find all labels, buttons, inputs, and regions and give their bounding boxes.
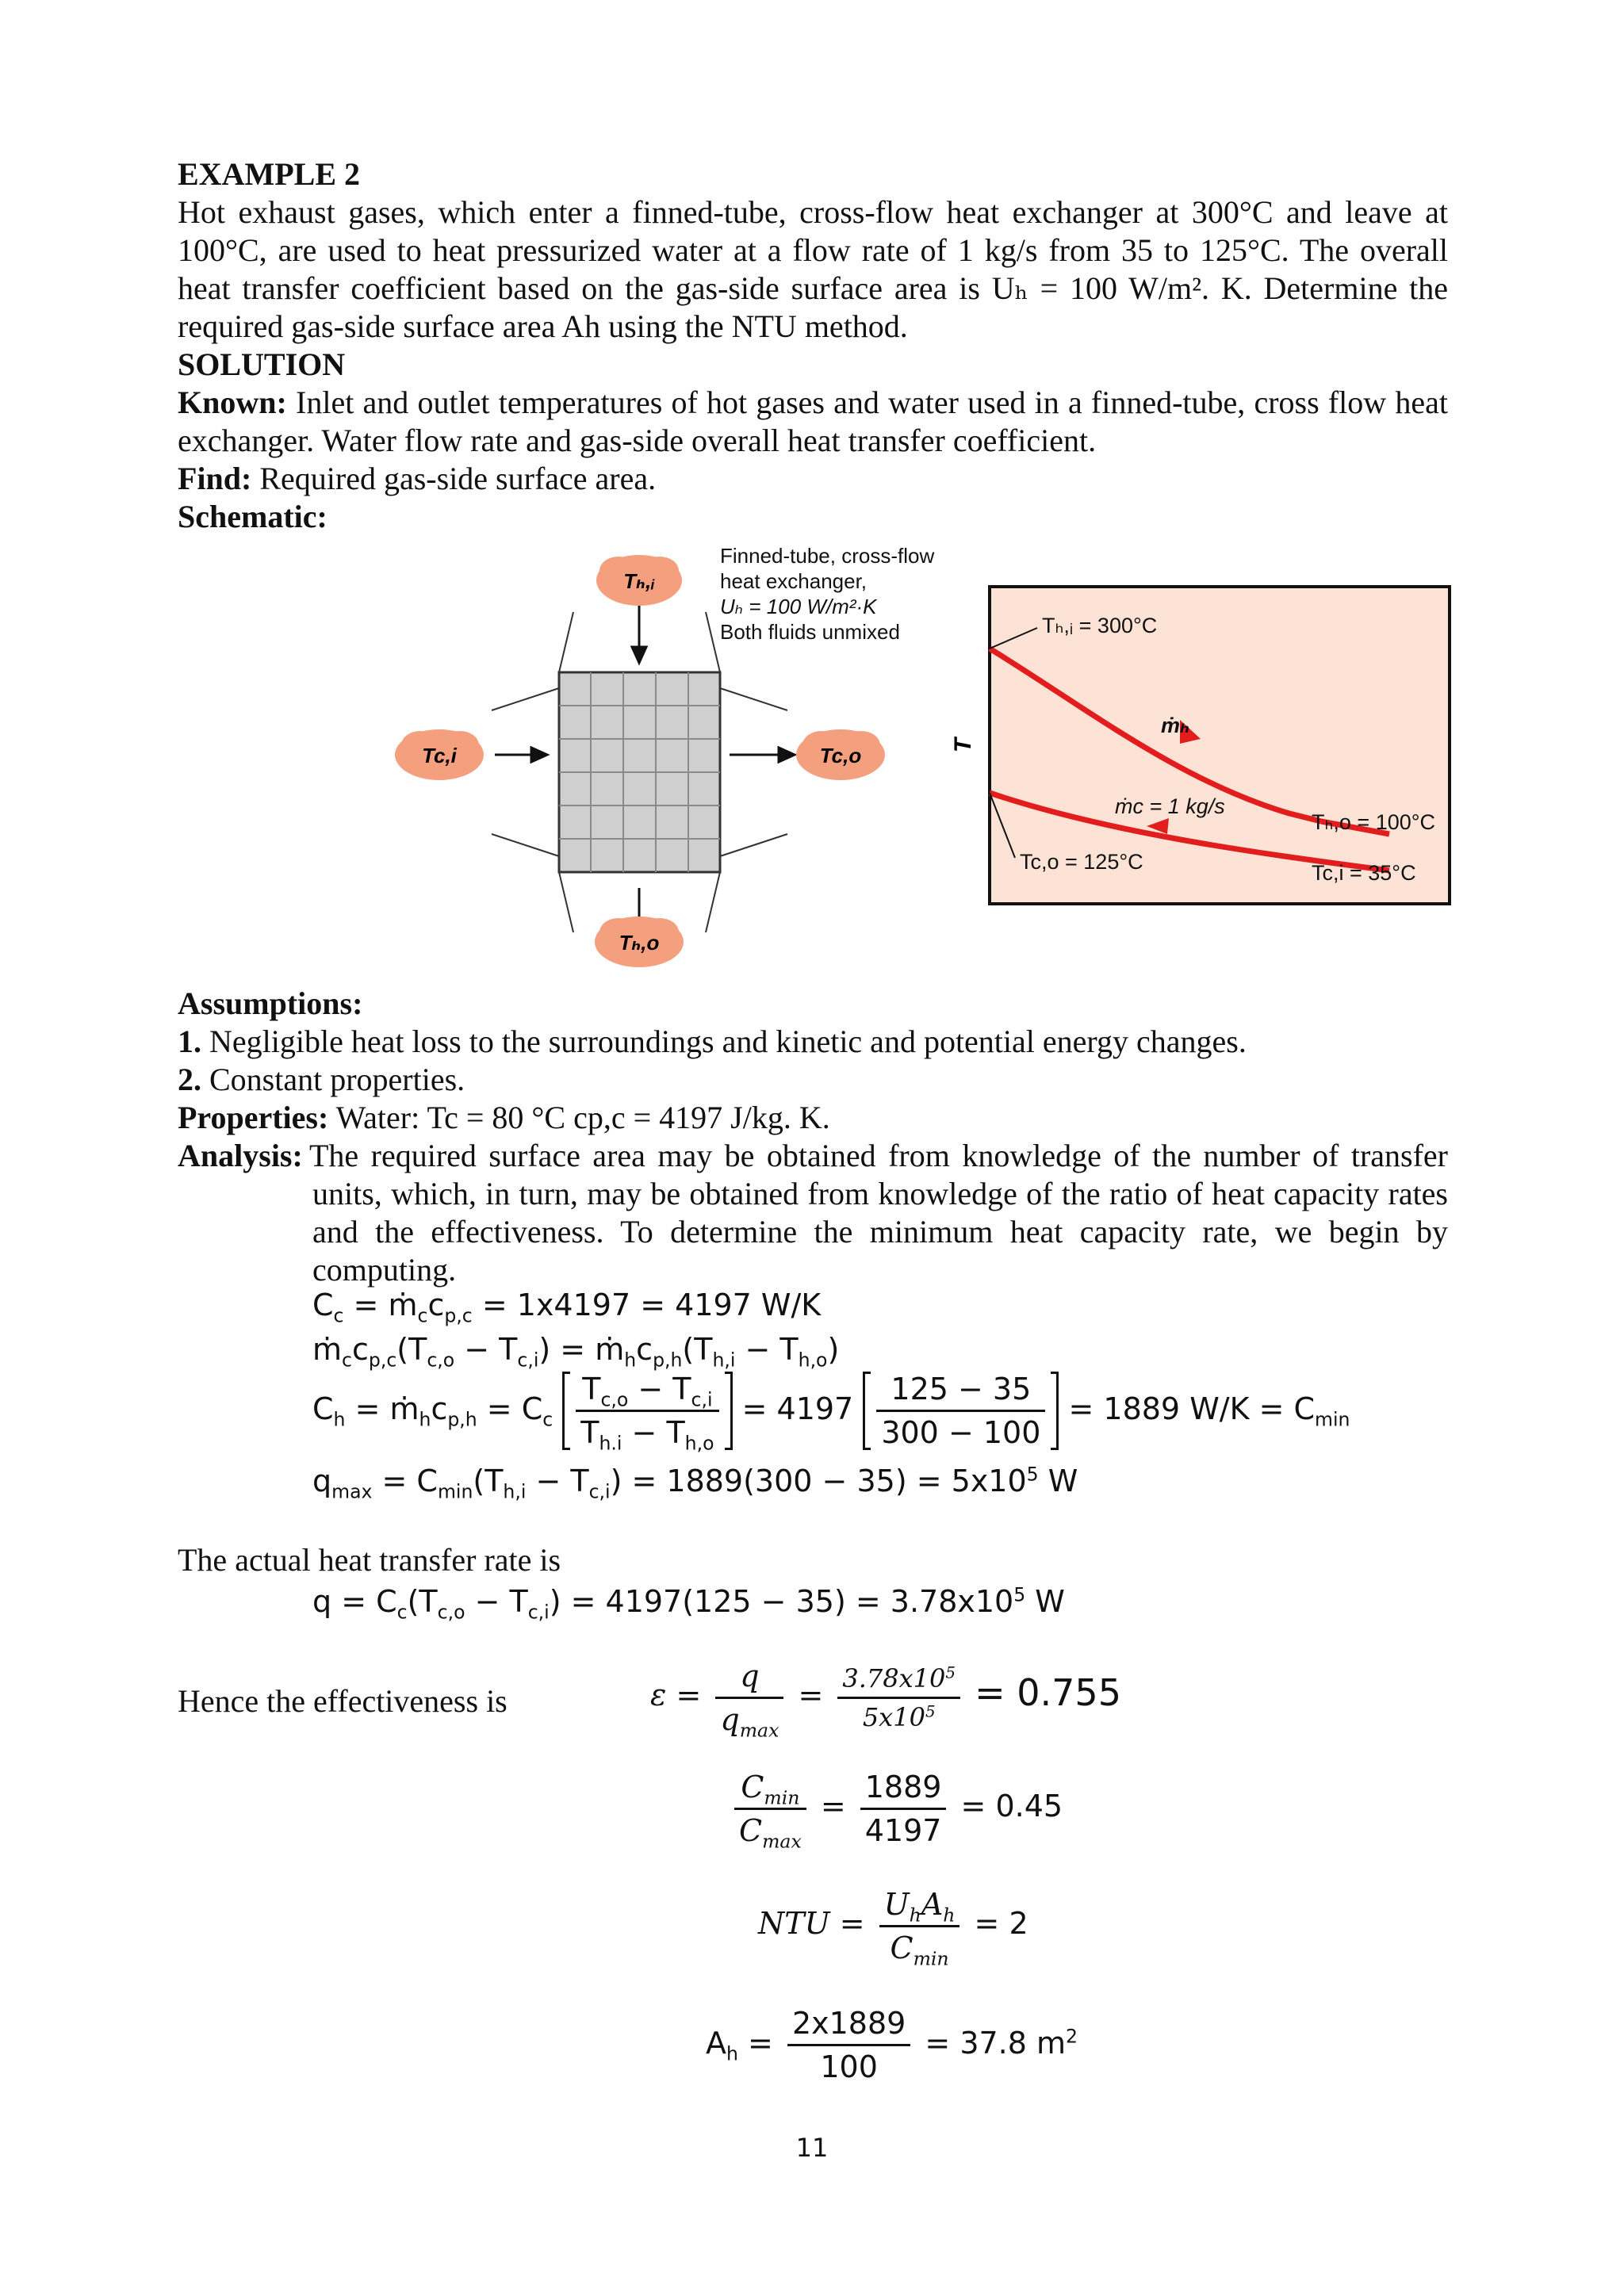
find-label: Find: [178,461,252,496]
equation-ch-result: = 4197 [741,1391,854,1426]
equation-ch-tail: = 1889 W/K = C [1068,1391,1316,1426]
assumption-1 [178,1023,1448,1061]
cloud-th-out-label: Tₕ,o [619,931,660,955]
equation-ch: $C_h$ = $ṁ_hc_{p,h} = C_c$ $\frac{T_{c,o} - T_{c,i}}{T_{h.i} - T_{h,o}}$ = 4197 $\frac{125 - 35}{300 - 100}$ = 1889 $W/K = C_{min}$ [312,1372,1350,1455]
assumption-2-number: 2. [178,1062,201,1097]
equation-q: $q = C_c(T_{c,o} - T_{c,i}) = 4197(125 - 35) = 3.78x10^5$ W [312,1583,1065,1624]
cloud-tc-in-label: Tc,i [422,744,457,767]
tc-in-label: Tc,i = 35°C [1312,861,1416,885]
th-in-label: Tₕ,ᵢ = 300°C [1042,614,1158,637]
analysis-label: Analysis: [178,1138,303,1173]
assumption-2-text: Constant properties. [201,1062,465,1097]
equation-qmax-value: = 1889(300 − 35) = 5x10 [631,1464,1027,1498]
mdot-c-label: ṁc = 1 kg/s [1115,794,1225,818]
plot-axis-label: T [950,737,976,753]
equation-ah-value: = 37.8 m [925,2026,1067,2061]
assumptions-heading: Assumptions: [178,985,363,1021]
hx-caption-line-4: Both fluids unmixed [720,620,900,644]
known-text: Inlet and outlet temperatures of hot gases and water used in a finned-tube, cross flow heat exchanger. Water flow rate and gas-side overall heat transfer coefficient. [178,385,1448,458]
equation-cr-denominator: 4197 [864,1813,942,1848]
example-title: EXAMPLE 2 [178,156,360,192]
properties-text: Water: Tc = 80 °C cp,c = 4197 J/kg. K. [328,1100,830,1135]
equation-ch-denominator: 300 − 100 [881,1415,1041,1450]
cloud-th-out [595,916,684,967]
analysis-text: The required surface area may be obtained from knowledge of the number of transfer units, which, in turn, may be obtained from knowledge of the ratio of heat capacity rates and the effectiveness. To determine the minimum heat capacity rate, we begin by computing. [309,1138,1448,1288]
problem-statement: Hot exhaust gases, which enter a finned-tube, cross-flow heat exchanger at 300°C and leave at 100°C, are used to heat pressurized water at a flow rate of 1 kg/s from 35 to 125°C. The overall heat transfer coefficient based on the gas-side surface area is Uₕ = 100 W/m². K. Determine the required gas-side surface area Ah using the NTU method. [178,194,1448,344]
equation-eps-denominator: 5x10 [862,1702,925,1732]
properties-paragraph [178,1099,1448,1137]
hx-caption-line-1: Finned-tube, cross-flow [720,544,935,568]
mdot-h-label: ṁₕ [1161,714,1190,737]
equation-energy-balance: $ṁ_cc_{p,c}(T_{c,o} - T_{c,i})$ = $ṁ_hc_{p,h}(T_{h,i} - T_{h,o})$ [312,1332,840,1372]
heat-exchanger-schematic [389,539,975,967]
equation-cr-numerator: 1889 [860,1770,947,1810]
hx-caption-line-3: Uₕ = 100 W/m²·K [720,595,877,618]
equation-area: $A_h$ = $\frac{2x1889}{100}$ = 37.8 $m^2$ [706,2006,1078,2084]
hx-caption-line-2: heat exchanger, [720,569,868,593]
cloud-th-in [596,555,682,606]
cloud-tc-in [395,729,484,780]
equation-cr-value: = 0.45 [960,1789,1063,1823]
equation-ah-denominator: 100 [820,2049,878,2084]
cloud-tc-out [796,729,885,780]
equation-ntu: NTU = $\frac{U_hA_h}{C_{min}}$ = 2 [758,1887,1028,1970]
equation-eps-value: = 0.755 [975,1671,1121,1714]
hx-caption [720,544,934,644]
equation-ch-numerator: 125 − 35 [876,1372,1045,1412]
find-paragraph [178,460,1448,498]
effectiveness-text: Hence the effectiveness is [178,1683,508,1719]
equation-capacity-ratio: $\frac{C_{min}}{C_{max}}$ = $\frac{1889}{4197}$ = 0.45 [730,1770,1063,1848]
equation-ah-numerator: 2x1889 [787,2006,910,2046]
cloud-th-in-label: Tₕ,ᵢ [623,569,655,593]
equation-q-value: = 4197(125 − 35) = 3.78x10 [570,1584,1014,1619]
equation-cc: $C_c$ = $ṁ_cc_{p,c} = 1x4197 = 4197$ W/K [312,1288,822,1327]
solution-heading: SOLUTION [178,346,346,382]
assumption-1-text: Negligible heat loss to the surroundings and kinetic and potential energy changes. [201,1024,1247,1059]
equation-ntu-value: = 2 [974,1906,1028,1941]
page-number: 11 [795,2133,829,2163]
assumption-1-number: 1. [178,1024,201,1059]
known-paragraph [178,384,1448,460]
equation-effectiveness: ε = $\frac{q}{q_{max}}$ = $\frac{3.78x10^5}{5x10^5}$ = 0.755 [650,1659,1121,1742]
properties-label: Properties: [178,1100,329,1135]
actual-rate-text: The actual heat transfer rate is [178,1542,561,1578]
finned-tube-core [559,672,720,872]
temperature-distribution-plot [948,579,1456,912]
schematic-label: Schematic: [178,499,327,534]
equation-cc-value: 1x4197 = 4197 W/K [516,1288,822,1322]
th-out-label: Tₕ,o = 100°C [1312,810,1436,834]
tc-out-label: Tc,o = 125°C [1020,850,1143,874]
equation-qmax: $q_{max} = C_{min}(T_{h,i} - T_{c,i}) = 1889(300 - 35) = 5x10^5$ W [312,1463,1078,1503]
assumption-2 [178,1061,1448,1099]
equation-eps-numerator: 3.78x10 [842,1663,946,1693]
cloud-tc-out-label: Tc,o [819,744,862,767]
known-label: Known: [178,385,287,420]
find-text: Required gas-side surface area. [251,461,657,496]
